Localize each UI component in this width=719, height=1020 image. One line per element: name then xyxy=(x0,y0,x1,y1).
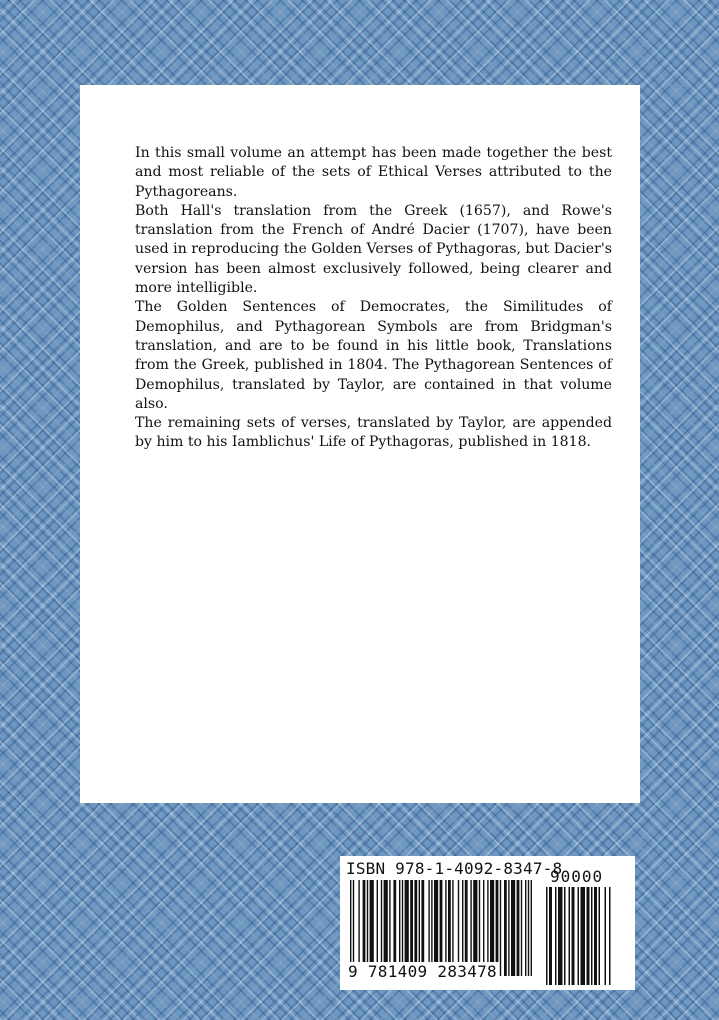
barcode-bar xyxy=(564,887,566,985)
description-text xyxy=(135,144,612,453)
barcode-bar xyxy=(546,887,548,985)
isbn-label: ISBN 978-1-4092-8347-8 xyxy=(346,859,563,878)
barcode-block xyxy=(340,856,635,990)
barcode-bar xyxy=(594,887,597,985)
barcode-bar xyxy=(508,880,509,976)
barcode-bar xyxy=(558,887,563,985)
price-addon-barcode xyxy=(546,887,628,985)
barcode-bar xyxy=(528,880,529,976)
barcode-bar xyxy=(531,880,532,976)
barcode-bar xyxy=(521,880,522,976)
barcode-bar xyxy=(605,887,607,985)
text-panel xyxy=(80,85,640,803)
barcode-bar xyxy=(511,880,515,976)
paragraph-sources: The Golden Sentences of Democrates, the Similitudes of Demophilus, and Pythagorean Symbols are from Bridgman's translation, and are to be found in his little book, Translations from the Greek, published in 1804. The Pythagorean Sentences of Demophilus, translated by Taylor, are contained in that volume also. xyxy=(135,299,612,412)
barcode-bar xyxy=(525,880,526,976)
barcode-bar xyxy=(599,887,601,985)
barcode-bar xyxy=(569,887,571,985)
price-addon-digits: 90000 xyxy=(550,867,604,886)
barcode-bar xyxy=(578,887,580,985)
barcode-bar xyxy=(572,887,575,985)
ean-digits: 9 781409 283478 xyxy=(348,962,497,981)
barcode-bar xyxy=(504,880,507,976)
paragraph-remaining: The remaining sets of verses, translated by Taylor, are appended by him to his Iamblichus' Life of Pythagoras, published in 1818. xyxy=(135,415,612,451)
paragraph-intro: In this small volume an attempt has been made together the best and most reliable of the sets of Ethical Verses attributed to the Pythagoreans. xyxy=(135,145,612,200)
barcode-bar xyxy=(587,887,590,985)
barcode-bar xyxy=(500,880,501,976)
barcode-bar xyxy=(517,880,520,976)
barcode-bar xyxy=(581,887,586,985)
barcode-bar xyxy=(555,887,557,985)
barcode-bar xyxy=(591,887,593,985)
barcode-bar xyxy=(609,887,611,985)
paragraph-translations: Both Hall's translation from the Greek (1657), and Rowe's translation from the French of André Dacier (1707), have been used in reproducing the Golden Verses of Pythagoras, but Dacier's version has been almost exclusively followed, being clearer and more intelligible. xyxy=(135,202,612,297)
barcode-bar xyxy=(549,887,552,985)
